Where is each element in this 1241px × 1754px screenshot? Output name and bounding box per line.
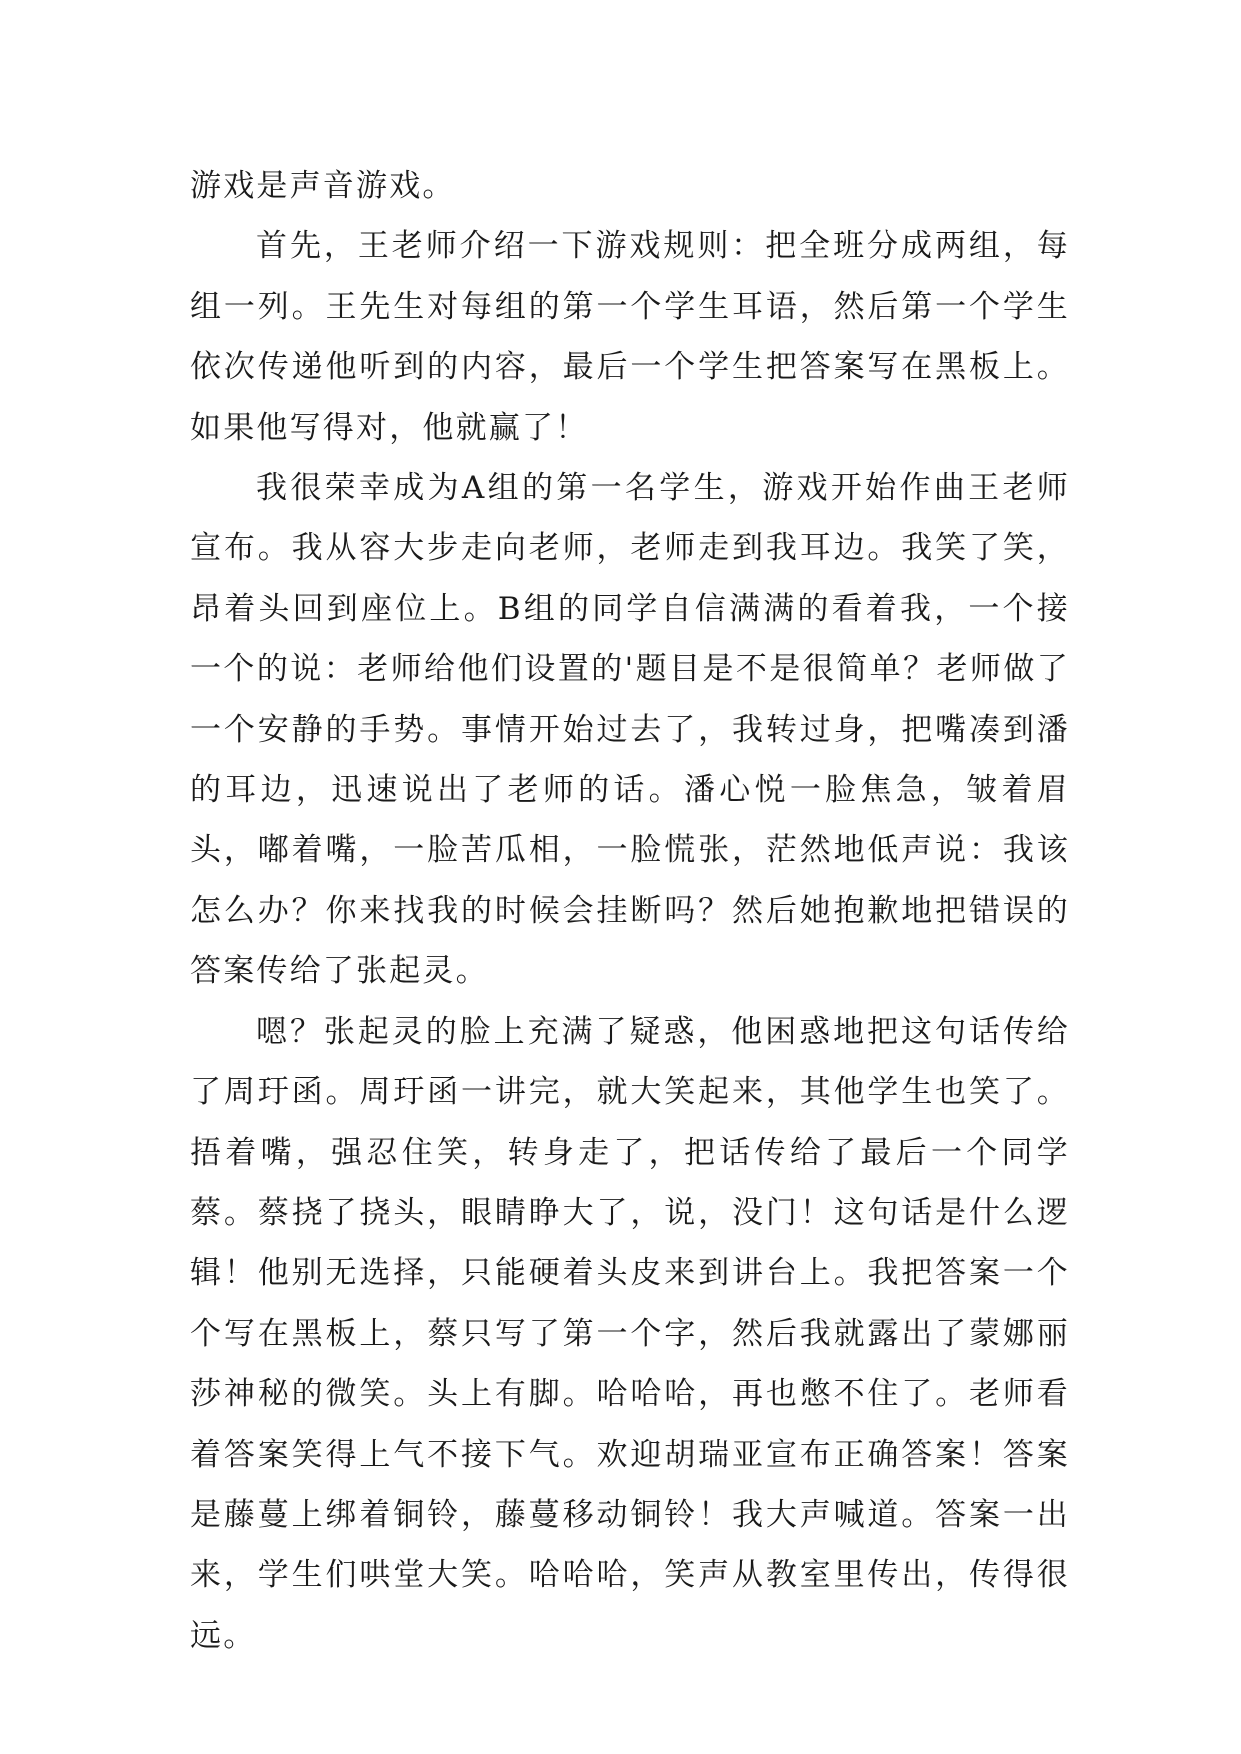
paragraph-1: 游戏是声音游戏。 [190,168,456,204]
paragraph-2: 首先，王老师介绍一下游戏规则：把全班分成两组，每组一列。王先生对每组的第一个学生耳语，然后第一个学生依次传递他听到的内容，最后一个学生把答案写在黑板上。如果他写得对，他就赢了！ [190,228,1070,446]
paragraph-4: 嗯？张起灵的脸上充满了疑惑，他困惑地把这句话传给了周玗函。周玗函一讲完，就大笑起来，其他学生也笑了。捂着嘴，强忍住笑，转身走了，把话传给了最后一个同学蔡。蔡挠了挠头，眼睛睁大了，说，没门！这句话是什么逻辑！他别无选择，只能硬着头皮来到讲台上。我把答案一个个写在黑板上，蔡只写了第一个字，然后我就露出了蒙娜丽莎神秘的微笑。头上有脚。哈哈哈，再也憋不住了。老师看着答案笑得上气不接下气。欢迎胡瑞亚宣布正确答案！答案是藤蔓上绑着铜铃，藤蔓移动铜铃！我大声喊道。答案一出来，学生们哄堂大笑。哈哈哈，笑声从教室里传出，传得很远。 [190,1013,1070,1654]
paragraph-3: 我很荣幸成为A组的第一名学生，游戏开始作曲王老师宣布。我从容大步走向老师，老师走到我耳边。我笑了笑，昂着头回到座位上。B组的同学自信满满的看着我，一个接一个的说：老师给他们设置的'题目是不是很简单？老师做了一个安静的手势。事情开始过去了，我转过身，把嘴凑到潘的耳边，迅速说出了老师的话。潘心悦一脸焦急，皱着眉头，嘟着嘴，一脸苦瓜相，一脸慌张，茫然地低声说：我该怎么办？你来找我的时候会挂断吗？然后她抱歉地把错误的答案传给了张起灵。 [190,470,1070,990]
document-body [190,156,1070,1666]
